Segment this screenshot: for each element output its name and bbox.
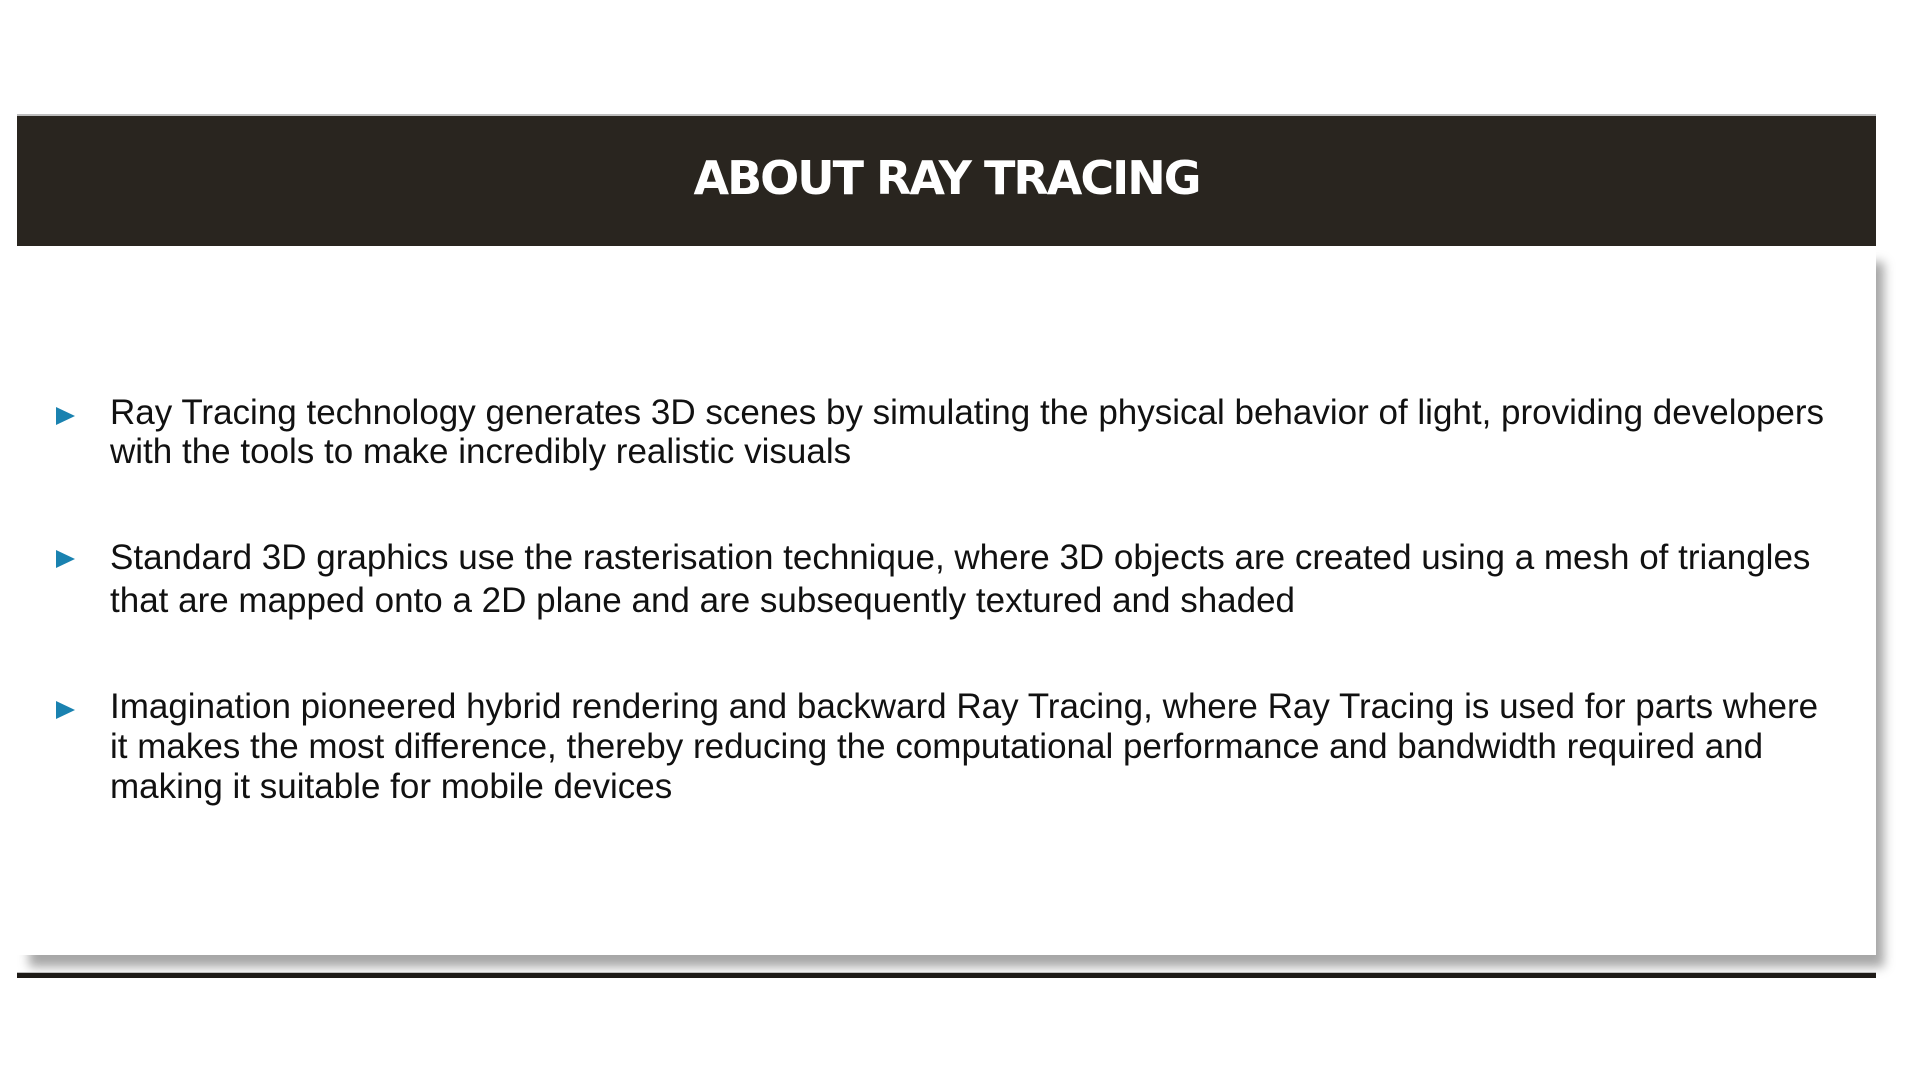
slide-header	[17, 114, 1876, 246]
bullet-text: Ray Tracing technology generates 3D scenes by simulating the physical behavior of light, providing developers with the tools to make incredibly realistic visuals	[110, 393, 1825, 471]
bullet-item	[56, 393, 1836, 471]
bullet-text: Imagination pioneered hybrid rendering and backward Ray Tracing, where Ray Tracing is used for parts where it makes the most difference, thereby reducing the computational performance and bandwidth required and making it suitable for mobile devices	[110, 687, 1819, 806]
triangle-right-icon	[56, 407, 75, 425]
bullet-item	[56, 687, 1836, 807]
bullet-text: Standard 3D graphics use the rasterisation technique, where 3D objects are created using a mesh of triangles that are mapped onto a 2D plane and are subsequently textured and shaded	[110, 538, 1811, 620]
bottom-divider	[17, 972, 1876, 978]
triangle-right-icon	[56, 550, 75, 568]
slide-title: ABOUT RAY TRACING	[693, 151, 1200, 205]
triangle-right-icon	[56, 701, 75, 719]
bullet-item	[56, 536, 1836, 622]
slide-body	[17, 246, 1876, 955]
